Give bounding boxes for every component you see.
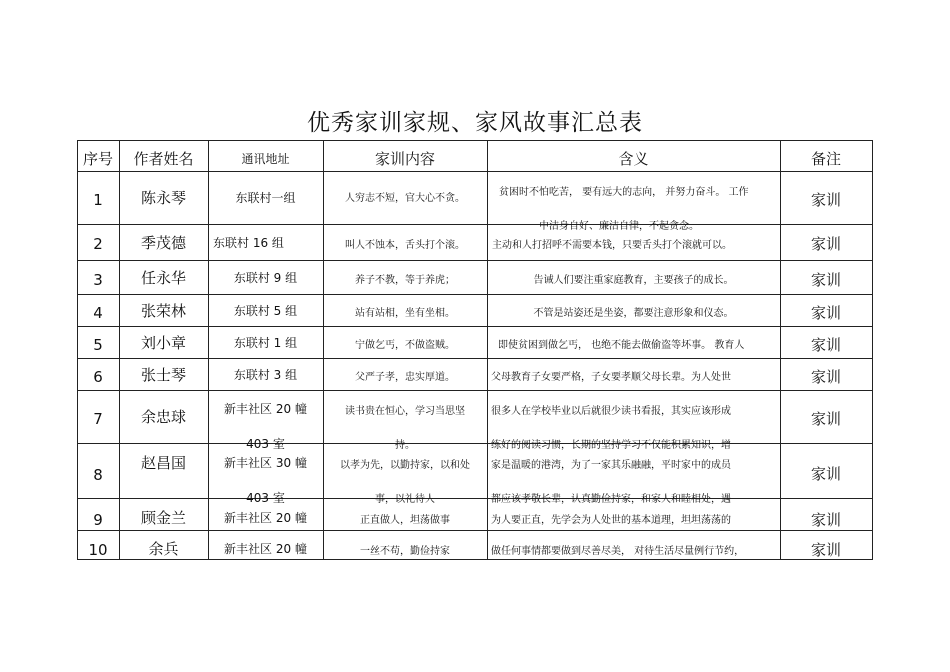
row-3-author: 任永华 bbox=[140, 269, 186, 287]
row-8-address-cont: 403 室 bbox=[246, 491, 285, 505]
row-1-author: 陈永琴 bbox=[140, 189, 186, 207]
row-8-note: 家训 bbox=[810, 465, 841, 483]
row-1-address: 东联村一组 bbox=[235, 191, 296, 205]
row-9-note: 家训 bbox=[810, 511, 841, 529]
row-10-author: 余兵 bbox=[148, 540, 179, 558]
row-7-address-cont: 403 室 bbox=[246, 437, 285, 451]
row-2-motto: 叫人不蚀本，舌头打个滚。 bbox=[345, 240, 465, 251]
row-8-author: 赵昌国 bbox=[140, 454, 186, 472]
row-1-note: 家训 bbox=[810, 191, 841, 209]
header-address: 通讯地址 bbox=[241, 152, 290, 166]
row-10-meaning: 做任何事情都要做到尽善尽美， 对待生活尽量例行节约， bbox=[491, 546, 745, 557]
row-7-author: 余忠球 bbox=[140, 408, 186, 426]
row-7-note: 家训 bbox=[810, 410, 841, 428]
row-7-motto: 读书贵在恒心，学习当思坚 bbox=[345, 406, 465, 417]
row-5-meaning: 即使贫困到做乞丐， 也绝不能去做偷盗等坏事。 教育人 bbox=[498, 340, 745, 351]
row-4-number: 4 bbox=[93, 304, 103, 322]
row-6-number: 6 bbox=[93, 368, 103, 386]
header-note: 备注 bbox=[810, 150, 841, 168]
row-6-note: 家训 bbox=[810, 368, 841, 386]
row-6-author: 张士琴 bbox=[140, 366, 186, 384]
row-10-address: 新丰社区 20 幢 bbox=[224, 542, 307, 556]
row-1-motto: 人穷志不短，官大心不贪。 bbox=[345, 193, 465, 204]
row-7-motto-cont: 持。 bbox=[395, 440, 415, 451]
row-2-number: 2 bbox=[93, 235, 103, 253]
row-2-meaning: 主动和人打招呼不需要本钱，只要舌头打个滚就可以。 bbox=[492, 240, 732, 251]
header-index: 序号 bbox=[82, 150, 113, 168]
row-3-number: 3 bbox=[93, 271, 103, 289]
row-8-number: 8 bbox=[93, 466, 103, 484]
row-7-number: 7 bbox=[93, 410, 103, 428]
row-5-number: 5 bbox=[93, 336, 103, 354]
row-8-meaning: 家是温暖的港湾，为了一家其乐融融，平时家中的成员 bbox=[491, 460, 731, 471]
header-motto: 家训内容 bbox=[374, 150, 435, 168]
row-4-author: 张荣林 bbox=[140, 302, 186, 320]
row-9-author: 顾金兰 bbox=[140, 509, 186, 527]
row-10-number: 10 bbox=[88, 541, 108, 559]
row-2-note: 家训 bbox=[810, 235, 841, 253]
row-4-motto: 站有站相，坐有坐相。 bbox=[355, 308, 455, 319]
row-3-meaning: 告诫人们要注重家庭教育，主要孩子的成长。 bbox=[533, 275, 734, 286]
row-7-address: 新丰社区 20 幢 bbox=[224, 402, 307, 416]
row-5-motto: 宁做乞丐，不做盗贼。 bbox=[355, 340, 455, 351]
header-meaning: 含义 bbox=[618, 150, 649, 168]
row-4-note: 家训 bbox=[810, 304, 841, 322]
row-4-meaning: 不管是站姿还是坐姿，都要注意形象和仪态。 bbox=[533, 308, 734, 319]
header-author: 作者姓名 bbox=[133, 150, 194, 168]
row-9-address: 新丰社区 20 幢 bbox=[224, 511, 307, 525]
row-10-note: 家训 bbox=[810, 541, 841, 559]
document-title: 优秀家训家规、家风故事汇总表 bbox=[307, 110, 643, 136]
row-9-motto: 正直做人，坦荡做事 bbox=[360, 515, 450, 526]
row-9-number: 9 bbox=[93, 511, 103, 529]
row-10-motto: 一丝不苟，勤俭持家 bbox=[360, 546, 450, 557]
summary-table bbox=[77, 140, 873, 560]
row-9-meaning: 为人要正直，先学会为人处世的基本道理，坦坦荡荡的 bbox=[491, 515, 731, 526]
row-1-meaning: 贫困时不怕吃苦， 要有远大的志向， 并努力奋斗。 工作 bbox=[499, 187, 749, 198]
row-6-motto: 父严子孝，忠实厚道。 bbox=[355, 372, 455, 383]
row-2-address: 东联村 16 组 bbox=[213, 236, 284, 250]
row-2-author: 季茂德 bbox=[140, 234, 186, 252]
row-1-number: 1 bbox=[93, 191, 103, 209]
row-5-address: 东联村 1 组 bbox=[233, 336, 298, 350]
row-8-address: 新丰社区 30 幢 bbox=[224, 456, 307, 470]
row-7-meaning-cont: 练好的阅读习惯，长期的坚持学习不仅能积累知识，增 bbox=[491, 440, 731, 451]
row-5-author: 刘小章 bbox=[140, 334, 186, 352]
row-4-address: 东联村 5 组 bbox=[233, 304, 298, 318]
row-1-meaning-cont: 中洁身自好、廉洁自律，不起贪念。 bbox=[539, 221, 699, 232]
row-7-meaning: 很多人在学校毕业以后就很少读书看报，其实应该形成 bbox=[491, 406, 731, 417]
row-3-address: 东联村 9 组 bbox=[233, 271, 298, 285]
row-8-motto-cont: 事，以礼待人 bbox=[375, 494, 435, 505]
row-6-address: 东联村 3 组 bbox=[233, 368, 298, 382]
row-8-motto: 以孝为先，以勤持家，以和处 bbox=[340, 460, 470, 471]
row-8-meaning-cont: 都应该孝敬长辈，认真勤俭持家，和家人和睦相处，遇 bbox=[491, 494, 731, 505]
row-6-meaning: 父母教育子女要严格，子女要孝顺父母长辈。为人处世 bbox=[491, 372, 731, 383]
row-5-note: 家训 bbox=[810, 336, 841, 354]
row-3-motto: 养子不教，等于养虎； bbox=[355, 275, 455, 286]
row-3-note: 家训 bbox=[810, 271, 841, 289]
